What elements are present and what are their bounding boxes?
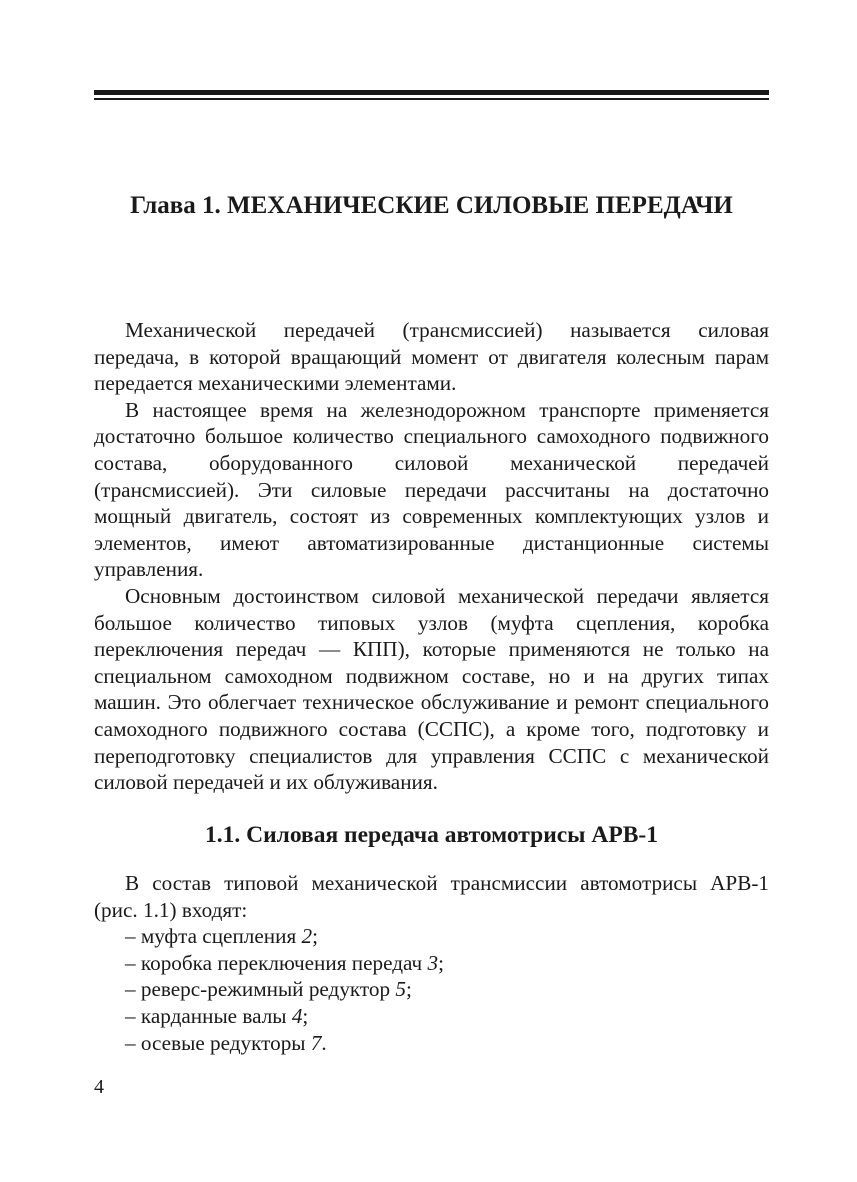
list-item-end: . bbox=[321, 1030, 327, 1055]
list-item bbox=[94, 976, 769, 1003]
figure-ref: 5 bbox=[395, 977, 406, 1002]
figure-ref: 3 bbox=[427, 950, 439, 975]
list-item-text: – осевые редукторы bbox=[125, 1030, 311, 1055]
list-item bbox=[94, 950, 769, 977]
section-title: 1.1. Силовая передача автомотрисы АРВ-1 bbox=[205, 822, 658, 848]
paragraph: Механической передачей (трансмиссией) называется силовая передача, в которой вращающий момент от двигателя колесным парам передается механическими элементами. bbox=[94, 318, 769, 396]
chapter-body bbox=[94, 317, 769, 796]
list-item bbox=[94, 1003, 769, 1030]
paragraph: Основным достоинством силовой механической передачи является большое количество типовых узлов (муфта сцепления, коробка переключения передач — КПП), которые применяются не только на специальном самоходном подвижном составе, но и на других типах машин. Это облегчает техническое обслуживание и ремонт специального самоходного подвижного состава (ССПС), а кроме того, подготовку и переподготовку специалистов для управления ССПС с механической силовой передачей и их облуживания. bbox=[94, 583, 769, 795]
list-item-end: ; bbox=[302, 1003, 309, 1028]
figure-ref: 2 bbox=[301, 924, 313, 949]
list-item-end: ; bbox=[312, 924, 318, 949]
section-intro: В состав типовой механической трансмиссии автомотрисы АРВ-1 (рис. 1.1) входят: bbox=[94, 871, 769, 922]
list-item-text: – карданные валы bbox=[125, 1003, 292, 1028]
paragraph: В настоящее время на железнодорожном транспорте применяется достаточно большое количество специального самоходного подвижного состава, оборудованного силовой механической передачей (трансмиссией). Эти силовые передачи рассчитаны на достаточно мощный двигатель, состоят из современных комплектующих узлов и элементов, имеют автоматизированные дистанционные системы управления. bbox=[94, 397, 769, 582]
section-body bbox=[94, 870, 769, 1056]
header-rule-thick bbox=[94, 90, 769, 95]
component-list bbox=[94, 923, 769, 1056]
list-item-text: – коробка переключения передач bbox=[125, 950, 428, 975]
list-item bbox=[94, 923, 769, 950]
list-item-text: – реверс-режимный редуктор bbox=[125, 977, 396, 1002]
header-rule-thin bbox=[94, 98, 769, 100]
page-number: 4 bbox=[94, 1076, 104, 1098]
figure-ref: 7 bbox=[310, 1030, 322, 1055]
list-item-text: – муфта сцепления bbox=[125, 924, 302, 949]
chapter-title: Глава 1. МЕХАНИЧЕСКИЕ СИЛОВЫЕ ПЕРЕДАЧИ bbox=[130, 192, 733, 219]
list-item-end: ; bbox=[405, 977, 412, 1002]
list-item bbox=[94, 1030, 769, 1057]
list-item-end: ; bbox=[438, 950, 444, 975]
figure-ref: 4 bbox=[291, 1003, 303, 1028]
